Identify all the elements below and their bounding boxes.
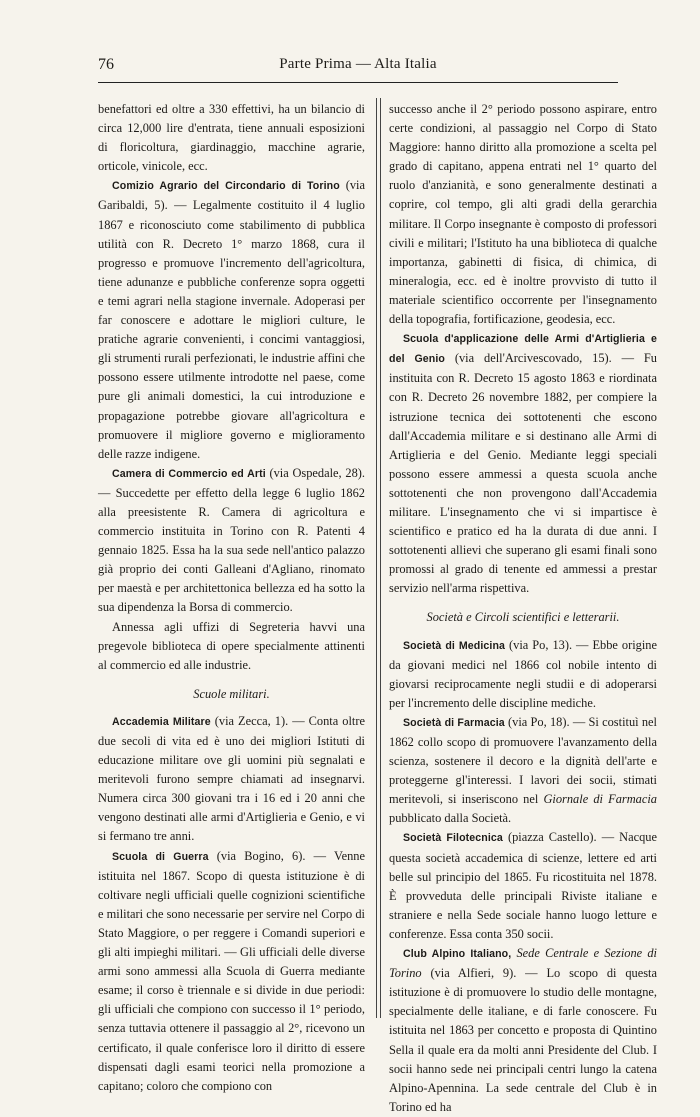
entry-heading: Scuola d'applicazione delle Armi d'Artiglieria e del Genio — [389, 333, 657, 366]
page-header — [98, 56, 618, 78]
entry-heading: Comizio Agrario del Circondario di Torino — [112, 180, 340, 193]
running-head: Parte Prima — Alta Italia — [279, 56, 437, 72]
entry-heading: Camera di Commercio ed Arti — [112, 467, 266, 480]
entry-text-tail: pubblicato dalla Società. — [389, 811, 512, 826]
header-rule — [98, 82, 618, 83]
left-column — [98, 100, 365, 1096]
column-divider — [376, 98, 381, 1018]
entry-heading: Club Alpino Italiano, — [403, 948, 512, 961]
entry-heading: Scuola di Guerra — [112, 850, 209, 863]
entry-heading: Società di Farmacia — [403, 716, 505, 729]
entry-text: (via Garibaldi, 5). — Legalmente costituito il 4 luglio 1867 e riconosciuto come stabilimento di pubblica utilità con R. Decreto 1° marzo 1868, cura il progresso e promuove l'incremento dell'agricoltura, tiene adunanze e pubbliche conferenze sopra oggetti e temi agrari nella stagione invernale. Adoperasi per far conoscere e adottare le migliori culture, le pratiche agrarie convenienti, i concimi vantaggiosi, gli strumenti rurali perfezionati, le industrie affini che possono essere utilmente introdotte nel paese, come pure gli animali domestici, la cui introduzione e propagazione potrebbe giovare all'agricoltura e promuovere il migliore governo e miglioramento delle razze indigene. — [98, 178, 365, 461]
entry-text: (via Zecca, 1). — Conta oltre due secoli di vita ed è uno dei migliori Istituti di educazione militare ove gli uomini più segnalati e meritevoli furono sempre chiamati ad insegnarvi. Numera circa 300 giovani tra i 16 ed i 20 anni che vengono destinati alle armi d'Artiglieria e Genio, e vi si fermano tre anni. — [98, 713, 365, 844]
entry-camera-commercio — [98, 464, 365, 618]
entry-heading: Accademia Militare — [112, 715, 211, 728]
page-number: 76 — [98, 56, 114, 73]
entry-text: (via Po, 18). — Si costituì nel 1862 collo scopo di promuovere l'avanzamento della scienza, sostenere il decoro e la dignità dell'arte e proteggerne gl'interessi. I lavori dei socii, stimati meritevoli, si inseriscono nel — [389, 714, 657, 807]
paragraph-benefattori: benefattori ed oltre a 330 effettivi, ha un bilancio di circa 12,000 lire d'entrata, tiene annuali esposizioni di floricoltura, giardinaggio, macchine agrarie, orticole, vinicole, ecc. — [98, 102, 365, 174]
entry-heading: Società di Medicina — [403, 639, 506, 652]
section-title-scuole-militari: Scuole militari. — [193, 686, 270, 701]
entry-societa-medicina — [389, 636, 657, 713]
section-title-societa-circoli: Società e Circoli scientifici e letterarii. — [426, 610, 620, 625]
entry-text: (via dell'Arcivescovado, 15). — Fu instituita con R. Decreto 15 agosto 1863 e riordinata con R. Decreto 26 novembre 1882, per compiere la istruzione tecnica dei sottotenenti che escono dall'Accademia militare e si destinano alle Armi di Artiglieria e del Genio. Mediante leggi speciali possono essere ammessi a questa scuola anche sottotenenti che non provengono dall'Accademia militare. L'insegnamento che vi si impartisce è scientifico e pratico ed ha la durata di due anni. I sottotenenti allievi che superano gli esami finali sono promossi al grado di tenente ed ammessi a prestar servizio nell'arma rispettiva. — [389, 351, 657, 596]
entry-text: (via Alfieri, 9). — Lo scopo di questa istituzione è di promuovere lo studio delle montagne, specialmente delle italiane, e di farle conoscere. Fu istituita nel 1863 per concetto e proposta di Quintino Sella il quale era da molti anni Presidente del Club. I socii hanno sede nei principali centri lungo la catena Alpino-Apennina. La sede centrale del Club è in Torino ed ha — [389, 966, 657, 1114]
entry-text: (via Po, 13). — Ebbe origine da giovani medici nel 1866 col nobile intento di giovarsi reciprocamente negli studii e di adoperarsi per l'incremento delle discipline mediche. — [389, 637, 657, 710]
entry-societa-farmacia — [389, 713, 657, 829]
entry-heading: Società Filotecnica — [403, 832, 503, 845]
entry-text: (via Ospedale, 28). — Succedette per effetto della legge 6 luglio 1862 alla preesistente R. Camera di agricoltura e commercio instituita in Torino con R. Patenti 4 gennaio 1825. Essa ha la sua sede nell'antico palazzo già proprio dei conti Galleani d'Agliano, rinomato per maestà e per architettonica bellezza ed ha sotto la sua dipendenza la Borsa di commercio. — [98, 465, 365, 615]
right-column — [389, 100, 657, 1117]
entry-scuola-guerra — [98, 847, 365, 1096]
paragraph-biblioteca: Annessa agli uffizi di Segreteria havvi una pregevole biblioteca di opere specialmente attinenti al commercio ed alle industrie. — [98, 619, 365, 672]
journal-title: Giornale di Farmacia — [543, 792, 657, 807]
entry-scuola-applicazione — [389, 329, 657, 598]
entry-sede: Sede Centrale e Sezione di Torino — [389, 946, 657, 981]
entry-comizio-agrario — [98, 176, 365, 463]
entry-club-alpino — [389, 944, 657, 1117]
entry-text: (piazza Castello). — Nacque questa società accademica di scienze, lettere ed arti belle sul principio del 1865. Fu ricostituita nel 1878. È provveduta delle principali Riviste italiane e straniere e nella Sede sociale hanno luogo letture e conferenze. Essa conta 350 socii. — [389, 830, 657, 941]
entry-accademia-militare — [98, 712, 365, 847]
entry-societa-filotecnica — [389, 828, 657, 944]
entry-text: (via Bogino, 6). — Venne istituita nel 1867. Scopo di questa istituzione è di coltivare negli ufficiali quelle cognizioni scientifiche e militari che sono necessarie per servire nel Corpo di Stato Maggiore, o per reggere i Comandi superiori e gli alti impieghi militari. — Gli ufficiali delle diverse armi sono ammessi alla Scuola di Guerra mediante esame; il corso è triennale e si divide in due periodi: gli ufficiali che compiono con successo il 1° periodo, senza tuttavia ottenere il passaggio al 2°, ricevono un certificato, il quale conferisce loro il diritto di essere dispensati dagli esami teorici nella promozione a capitano; coloro che compiono con — [98, 848, 365, 1093]
paragraph-continuation: successo anche il 2° periodo possono aspirare, entro certe condizioni, al passaggio nel Corpo di Stato Maggiore: hanno diritto alla promozione a scelta pel grado di capitano, appena entrati nel 1° quarto del ruolo d'anzianità, e sono generalmente destinati a coprire, col tempo, gli alti gradi della gerarchia militare. Il Corpo insegnante è composto di professori civili e militari; l'Istituto ha una biblioteca di qualche importanza, gabinetti di fisica, di chimica, di mineralogia, ecc. ed è inoltre provvisto di tutto il materiale scientifico occorrente per l'insegnamento della topografia, fortificazione, geodesia, ecc. — [389, 102, 657, 327]
